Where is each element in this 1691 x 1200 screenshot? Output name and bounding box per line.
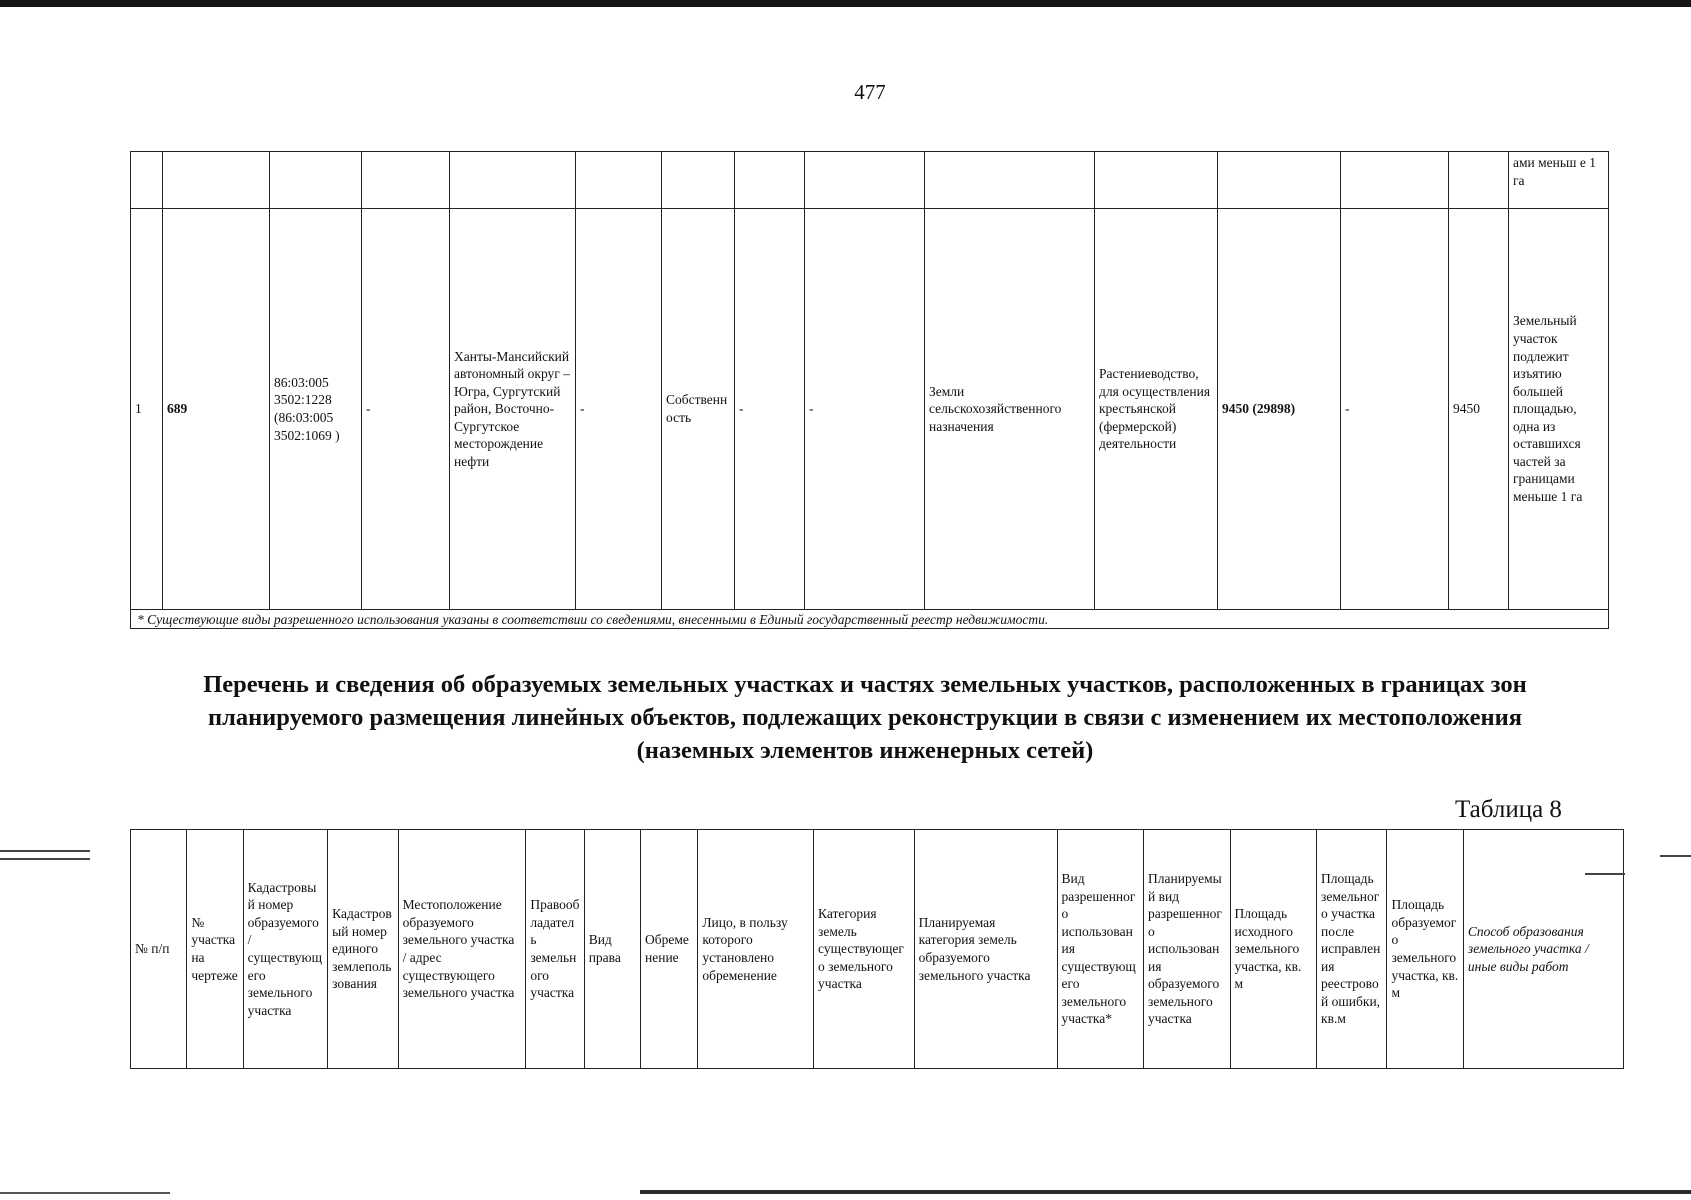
column-header: Площадь исходного земельного участка, кв. м xyxy=(1230,830,1317,1069)
column-header: Вид права xyxy=(584,830,640,1069)
column-header: Планируемый вид разрешенного использования образуемого земельного участка xyxy=(1144,830,1231,1069)
page-number: 477 xyxy=(854,80,886,104)
land-use-cadastral-cell: - xyxy=(362,209,450,610)
cadastral-number-cell: 86:03:005 3502:1228 (86:03:005 3502:1069 ) xyxy=(270,209,362,610)
method-cell: Земельный участок подлежит изъятию большей площадью, одна из оставшихся частей за границами меньше 1 га xyxy=(1509,209,1609,610)
rightholder-cell: - xyxy=(576,209,662,610)
corrected-area-cell: - xyxy=(1341,209,1449,610)
location-cell: Ханты-Мансийский автономный округ – Югра, Сургутский район, Восточно-Сургутское месторождение нефти xyxy=(450,209,576,610)
column-header: Категория земель существующего земельного участка xyxy=(814,830,915,1069)
column-header: Планируемая категория земель образуемого земельного участка xyxy=(914,830,1057,1069)
column-header: Кадастровый номер единого землепользования xyxy=(328,830,398,1069)
land-plots-table-continuation xyxy=(130,151,1609,629)
column-header: Лицо, в пользу которого установлено обременение xyxy=(698,830,814,1069)
continuation-row xyxy=(131,152,1609,209)
permitted-use-cell: Растениеводство, для осуществления крестьянской (фермерской) деятельности xyxy=(1095,209,1218,610)
beneficiary-cell: - xyxy=(805,209,925,610)
column-header: Вид разрешенного использования существующего земельного участка* xyxy=(1057,830,1144,1069)
table-caption: Таблица 8 xyxy=(1455,796,1562,823)
column-header: Площадь земельного участка после исправления реестровой ошибки, кв.м xyxy=(1317,830,1387,1069)
source-area-cell: 9450 (29898) xyxy=(1218,209,1341,610)
right-type-cell: Собственность xyxy=(662,209,735,610)
section-heading: Перечень и сведения об образуемых земельных участках и частях земельных участков, расположенных в границах зон планируемого размещения линейных объектов, подлежащих реконструкции в связи с изменением их местоположения (наземных элементов инженерных сетей) xyxy=(203,671,1527,764)
land-category-cell: Земли сельскохозяйственного назначения xyxy=(925,209,1095,610)
scan-mark xyxy=(1585,873,1625,875)
column-header: № участка на чертеже xyxy=(187,830,243,1069)
scan-mark xyxy=(0,858,90,860)
table-row xyxy=(131,209,1609,610)
encumbrance-cell: - xyxy=(735,209,805,610)
footnote: * Существующие виды разрешенного использования указаны в соответствии со сведениями, внесенными в Единый государственный реестр недвижимости. xyxy=(131,610,1609,629)
plot-number-cell: 689 xyxy=(163,209,270,610)
formed-area-cell: 9450 xyxy=(1449,209,1509,610)
column-header: Правообладатель земельного участка xyxy=(526,830,584,1069)
scan-mark xyxy=(0,850,90,852)
table-8-header xyxy=(130,829,1624,1069)
column-header: Способ образования земельного участка / иные виды работ xyxy=(1463,830,1623,1069)
column-header: Кадастровый номер образуемого / существующего земельного участка xyxy=(243,830,328,1069)
scan-mark xyxy=(1660,855,1691,857)
bottom-scan-border xyxy=(640,1190,1691,1194)
row-number-cell: 1 xyxy=(131,209,163,610)
top-scan-border xyxy=(0,0,1691,7)
column-header: № п/п xyxy=(131,830,187,1069)
column-header: Обременение xyxy=(641,830,698,1069)
column-header: Площадь образуемого земельного участка, кв. м xyxy=(1387,830,1463,1069)
footnote-row xyxy=(131,610,1609,629)
continuation-method-cell: ами меньш е 1 га xyxy=(1509,152,1609,209)
header-row xyxy=(131,830,1624,1069)
column-header: Местоположение образуемого земельного участка / адрес существующего земельного участка xyxy=(398,830,526,1069)
bottom-scan-border-left xyxy=(0,1192,170,1194)
